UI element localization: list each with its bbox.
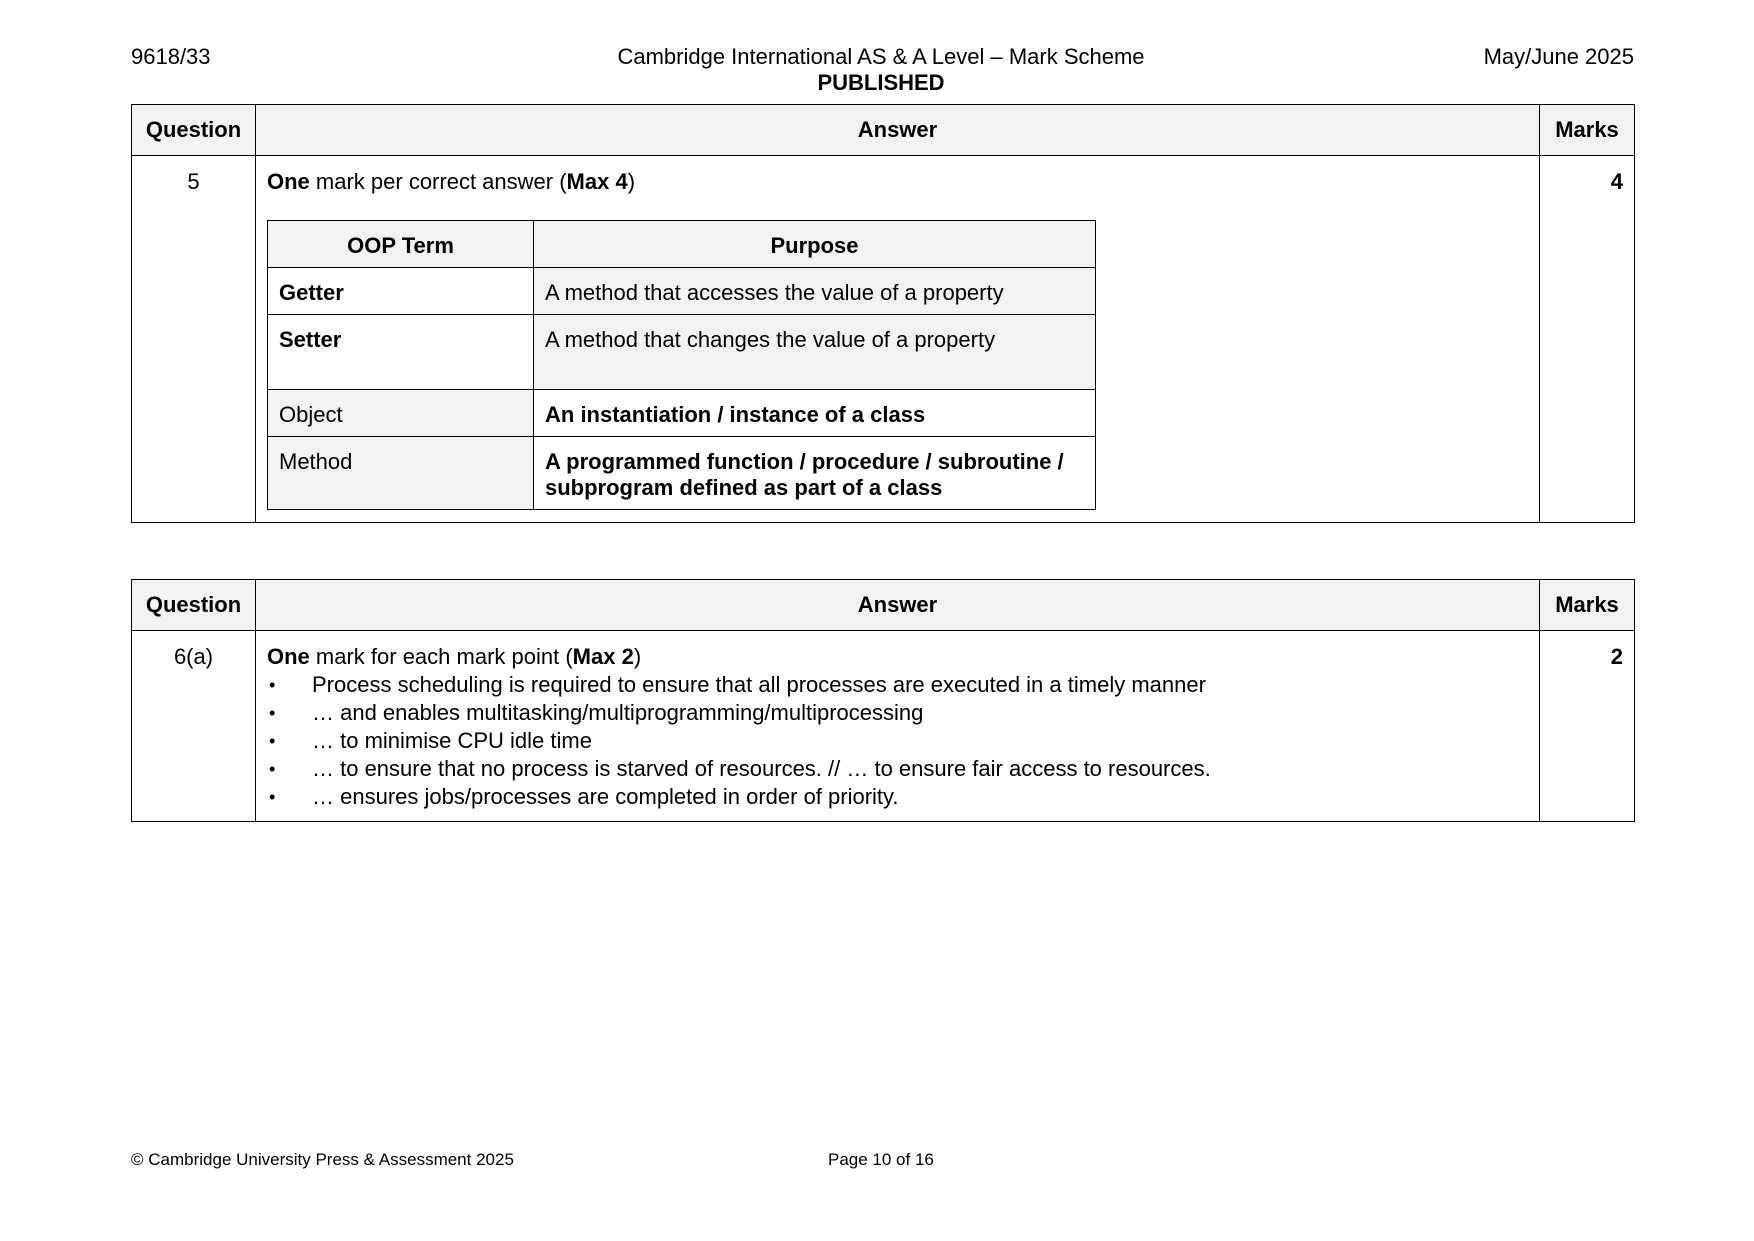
marks-value: 2 xyxy=(1540,631,1635,822)
question-number: 5 xyxy=(132,156,256,523)
mark-point: … ensures jobs/processes are completed in order of priority. xyxy=(312,784,899,809)
bullet-icon: • xyxy=(269,675,276,695)
purpose-header: Purpose xyxy=(534,221,1096,268)
table-row xyxy=(132,156,1635,523)
bullet-icon: • xyxy=(269,731,276,751)
table-header-row xyxy=(132,580,1635,631)
oop-table-header xyxy=(268,221,1096,268)
mark-scheme-title: Cambridge International AS & A Level – Mark Scheme xyxy=(617,44,1145,69)
oop-purpose: A method that accesses the value of a property xyxy=(534,268,1096,315)
intro-emphasis: One xyxy=(267,169,310,194)
list-item xyxy=(267,727,1528,755)
oop-term: Object xyxy=(268,390,534,437)
table-row xyxy=(132,631,1635,822)
question-6a-table xyxy=(131,579,1635,822)
mark-point: … to minimise CPU idle time xyxy=(312,728,592,753)
answer-column-header: Answer xyxy=(256,105,1540,156)
answer-column-header: Answer xyxy=(256,580,1540,631)
oop-purpose: An instantiation / instance of a class xyxy=(534,390,1096,437)
list-item xyxy=(267,783,1528,811)
bullet-icon: • xyxy=(269,759,276,779)
mark-point: Process scheduling is required to ensure that all processes are executed in a timely manner xyxy=(312,672,1206,697)
marks-value: 4 xyxy=(1540,156,1635,523)
list-item xyxy=(267,671,1528,699)
oop-row-method xyxy=(268,437,1096,510)
list-item xyxy=(267,699,1528,727)
intro-text: mark for each mark point ( xyxy=(309,644,573,669)
mark-points-list xyxy=(267,671,1528,811)
bullet-icon: • xyxy=(269,787,276,807)
intro-emphasis: One xyxy=(267,644,310,669)
intro-text: mark per correct answer ( xyxy=(309,169,567,194)
question-column-header: Question xyxy=(132,580,256,631)
question-5-table xyxy=(131,104,1635,523)
oop-term-header: OOP Term xyxy=(268,221,534,268)
oop-term: Method xyxy=(268,437,534,510)
answer-intro xyxy=(267,643,1528,671)
oop-row-object xyxy=(268,390,1096,437)
oop-terms-table xyxy=(267,220,1096,510)
oop-term: Getter xyxy=(268,268,534,315)
question-column-header: Question xyxy=(132,105,256,156)
list-item xyxy=(267,755,1528,783)
oop-row-getter xyxy=(268,268,1096,315)
bullet-icon: • xyxy=(269,703,276,723)
published-label: PUBLISHED xyxy=(817,70,945,95)
oop-term: Setter xyxy=(268,315,534,390)
mark-point: … and enables multitasking/multiprogramming/multiprocessing xyxy=(312,700,924,725)
max-marks: Max 2 xyxy=(572,644,634,669)
exam-session: May/June 2025 xyxy=(1483,44,1634,69)
intro-close: ) xyxy=(633,644,642,669)
oop-purpose: A method that changes the value of a property xyxy=(534,315,1096,390)
oop-row-setter xyxy=(268,315,1096,390)
answer-intro xyxy=(267,168,1528,196)
answer-cell xyxy=(256,631,1540,822)
page-number: Page 10 of 16 xyxy=(828,1150,934,1169)
oop-purpose: A programmed function / procedure / subroutine / subprogram defined as part of a class xyxy=(534,437,1096,510)
marks-column-header: Marks xyxy=(1540,580,1635,631)
answer-cell xyxy=(256,156,1540,523)
intro-close: ) xyxy=(627,169,636,194)
copyright-notice: © Cambridge University Press & Assessment 2025 xyxy=(131,1150,514,1169)
max-marks: Max 4 xyxy=(566,169,628,194)
table-header-row xyxy=(132,105,1635,156)
mark-point: … to ensure that no process is starved of resources. // … to ensure fair access to resources. xyxy=(312,756,1211,781)
question-number: 6(a) xyxy=(132,631,256,822)
marks-column-header: Marks xyxy=(1540,105,1635,156)
paper-code: 9618/33 xyxy=(131,44,211,69)
